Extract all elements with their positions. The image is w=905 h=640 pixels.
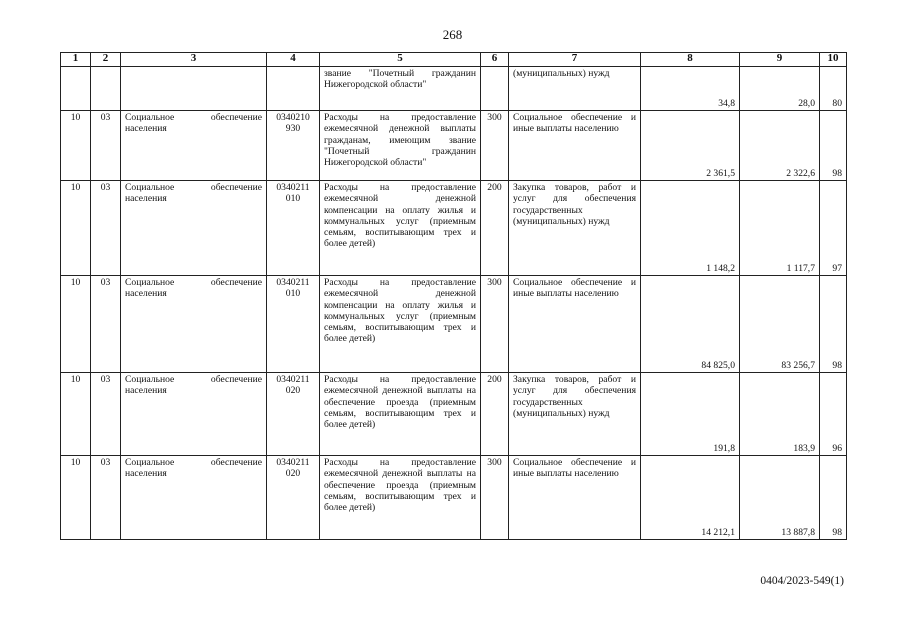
table-row xyxy=(61,456,847,540)
cell-expense-description: Расходы на предоставление ежемесячной денежной компенсации на оплату жилья и коммунальных услуг (приемным семьям, воспитывающим трех и более детей) xyxy=(320,181,481,276)
cell-expense-type-name: Закупка товаров, работ и услуг для обеспечения государственных (муниципальных) нужд xyxy=(509,181,641,276)
cell-target-code: 0340211 010 xyxy=(267,181,320,276)
cell-percent: 96 xyxy=(820,373,847,456)
header-cell: 6 xyxy=(481,53,509,67)
cell-section-name: Социальное обеспечение населения xyxy=(121,111,267,181)
table-row xyxy=(61,67,847,111)
cell-target-code: 0340211 010 xyxy=(267,276,320,373)
header-cell: 7 xyxy=(509,53,641,67)
cell-expense-type-name: Закупка товаров, работ и услуг для обеспечения государственных (муниципальных) нужд xyxy=(509,373,641,456)
cell-actual-amount: 1 117,7 xyxy=(740,181,820,276)
cell-planned-amount: 191,8 xyxy=(641,373,740,456)
cell-percent: 98 xyxy=(820,111,847,181)
cell-actual-amount: 28,0 xyxy=(740,67,820,111)
cell-actual-amount: 13 887,8 xyxy=(740,456,820,540)
cell-subsection: 03 xyxy=(91,276,121,373)
header-cell: 1 xyxy=(61,53,91,67)
cell-section: 10 xyxy=(61,181,91,276)
budget-table xyxy=(60,52,847,540)
header-cell: 3 xyxy=(121,53,267,67)
cell-expense-type-name: Социальное обеспечение и иные выплаты населению xyxy=(509,111,641,181)
cell-expense-description: звание "Почетный гражданин Нижегородской области" xyxy=(320,67,481,111)
cell-subsection: 03 xyxy=(91,181,121,276)
cell-actual-amount: 83 256,7 xyxy=(740,276,820,373)
cell-planned-amount: 14 212,1 xyxy=(641,456,740,540)
cell-subsection: 03 xyxy=(91,373,121,456)
table-row xyxy=(61,111,847,181)
cell-planned-amount: 34,8 xyxy=(641,67,740,111)
page-number: 268 xyxy=(442,27,463,42)
cell-subsection: 03 xyxy=(91,456,121,540)
cell-percent: 80 xyxy=(820,67,847,111)
cell-target-code: 0340211 020 xyxy=(267,456,320,540)
cell-expense-type-code: 200 xyxy=(481,181,509,276)
cell-planned-amount: 2 361,5 xyxy=(641,111,740,181)
cell-section: 10 xyxy=(61,456,91,540)
cell-percent: 97 xyxy=(820,181,847,276)
cell-percent: 98 xyxy=(820,456,847,540)
header-cell: 5 xyxy=(320,53,481,67)
cell-actual-amount: 183,9 xyxy=(740,373,820,456)
table-row xyxy=(61,373,847,456)
header-cell: 8 xyxy=(641,53,740,67)
header-cell: 9 xyxy=(740,53,820,67)
cell-expense-type-name: Социальное обеспечение и иные выплаты населению xyxy=(509,456,641,540)
cell-section: 10 xyxy=(61,276,91,373)
document-code: 0404/2023-549(1) xyxy=(760,575,844,587)
cell-section-name: Социальное обеспечение населения xyxy=(121,456,267,540)
header-cell: 10 xyxy=(820,53,847,67)
cell-percent: 98 xyxy=(820,276,847,373)
cell-section-name: Социальное обеспечение населения xyxy=(121,373,267,456)
cell-section-name: Социальное обеспечение населения xyxy=(121,276,267,373)
cell-expense-type-name: (муниципальных) нужд xyxy=(509,67,641,111)
cell-planned-amount: 84 825,0 xyxy=(641,276,740,373)
cell-subsection xyxy=(91,67,121,111)
cell-expense-type-code xyxy=(481,67,509,111)
table-row xyxy=(61,181,847,276)
cell-planned-amount: 1 148,2 xyxy=(641,181,740,276)
cell-target-code xyxy=(267,67,320,111)
cell-subsection: 03 xyxy=(91,111,121,181)
header-row xyxy=(61,53,847,67)
cell-section xyxy=(61,67,91,111)
cell-section-name: Социальное обеспечение населения xyxy=(121,181,267,276)
cell-expense-description: Расходы на предоставление ежемесячной денежной выплаты на обеспечение проезда (приемным семьям, воспитывающим трех и более детей) xyxy=(320,373,481,456)
cell-expense-type-code: 300 xyxy=(481,456,509,540)
cell-target-code: 0340210 930 xyxy=(267,111,320,181)
header-cell: 2 xyxy=(91,53,121,67)
cell-expense-type-name: Социальное обеспечение и иные выплаты населению xyxy=(509,276,641,373)
cell-section-name xyxy=(121,67,267,111)
cell-section: 10 xyxy=(61,111,91,181)
cell-expense-description: Расходы на предоставление ежемесячной денежной компенсации на оплату жилья и коммунальных услуг (приемным семьям, воспитывающим трех и более детей) xyxy=(320,276,481,373)
table-row xyxy=(61,276,847,373)
cell-expense-type-code: 300 xyxy=(481,111,509,181)
cell-expense-type-code: 300 xyxy=(481,276,509,373)
cell-section: 10 xyxy=(61,373,91,456)
cell-expense-description: Расходы на предоставление ежемесячной денежной выплаты гражданам, имеющим звание "Почетный гражданин Нижегородской области" xyxy=(320,111,481,181)
cell-target-code: 0340211 020 xyxy=(267,373,320,456)
cell-expense-description: Расходы на предоставление ежемесячной денежной выплаты на обеспечение проезда (приемным семьям, воспитывающим трех и более детей) xyxy=(320,456,481,540)
header-cell: 4 xyxy=(267,53,320,67)
cell-expense-type-code: 200 xyxy=(481,373,509,456)
cell-actual-amount: 2 322,6 xyxy=(740,111,820,181)
